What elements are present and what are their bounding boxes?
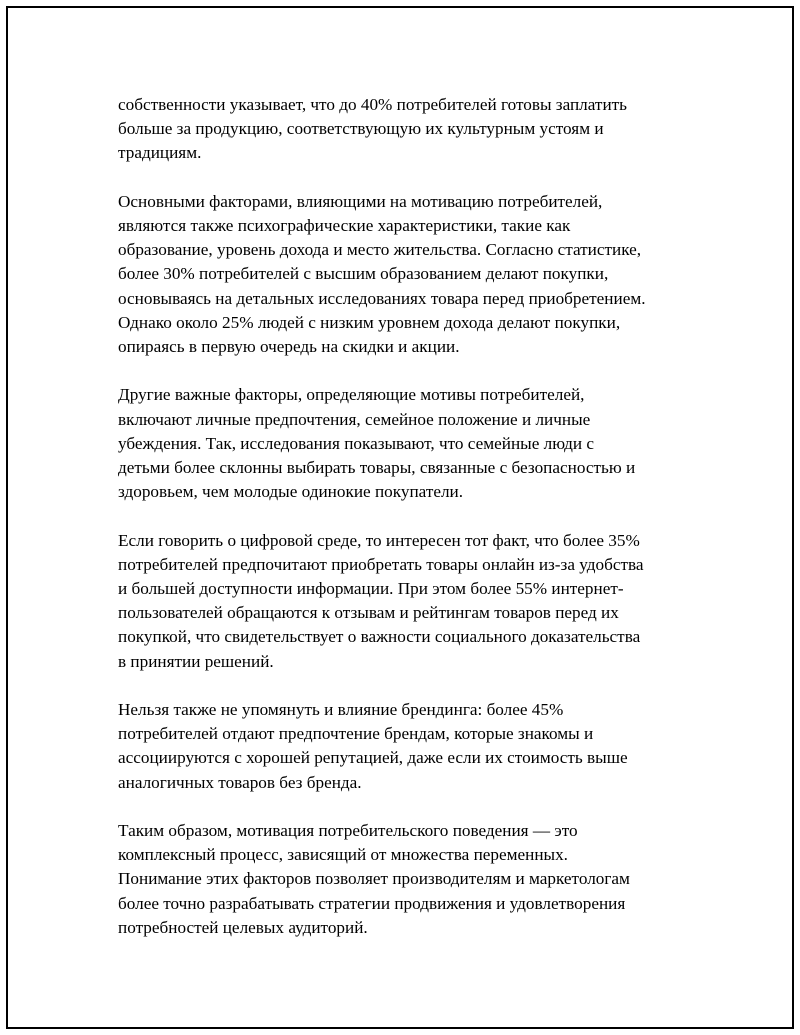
paragraph-3: Другие важные факторы, определяющие мотивы потребителей, включают личные предпочтения, семейное положение и личные убеждения. Так, исследования показывают, что семейные люди с детьми более склонны выбирать товары, связанные с безопасностью и здоровьем, чем молодые одинокие покупатели. (118, 385, 636, 502)
paragraph-2: Основными факторами, влияющими на мотивацию потребителей, являются также психографические характеристики, такие как образование, уровень дохода и место жительства. Согласно статистике, более 30% потребителей с высшим образованием делают покупки, основываясь на детальных исследованиях товара перед приобретением. Однако около 25% людей с низким уровнем дохода делают покупки, опираясь в первую очередь на скидки и акции. (118, 191, 646, 357)
document-body (118, 93, 693, 964)
paragraph-6: Таким образом, мотивация потребительского поведения — это комплексный процесс, зависящий от множества переменных. Понимание этих факторов позволяет производителям и маркетологам более точно разрабатывать стратегии продвижения и удовлетворения потребностей целевых аудиторий. (118, 821, 630, 937)
paragraph-5: Нельзя также не упомянуть и влияние брендинга: более 45% потребителей отдают предпочтение брендам, которые знакомы и ассоциируются с хорошей репутацией, даже если их стоимость выше аналогичных товаров без бренда. (118, 700, 628, 792)
paragraph-1: собственности указывает, что до 40% потребителей готовы заплатить больше за продукцию, соответствующую их культурным устоям и традициям. (118, 95, 627, 163)
paragraph-4: Если говорить о цифровой среде, то интересен тот факт, что более 35% потребителей предпочитают приобретать товары онлайн из-за удобства и большей доступности информации. При этом более 55% интернет- пользователей обращаются к отзывам и рейтингам товаров перед их покупкой, что свидетельствует о важности социального доказательства в принятии решений. (118, 530, 644, 671)
